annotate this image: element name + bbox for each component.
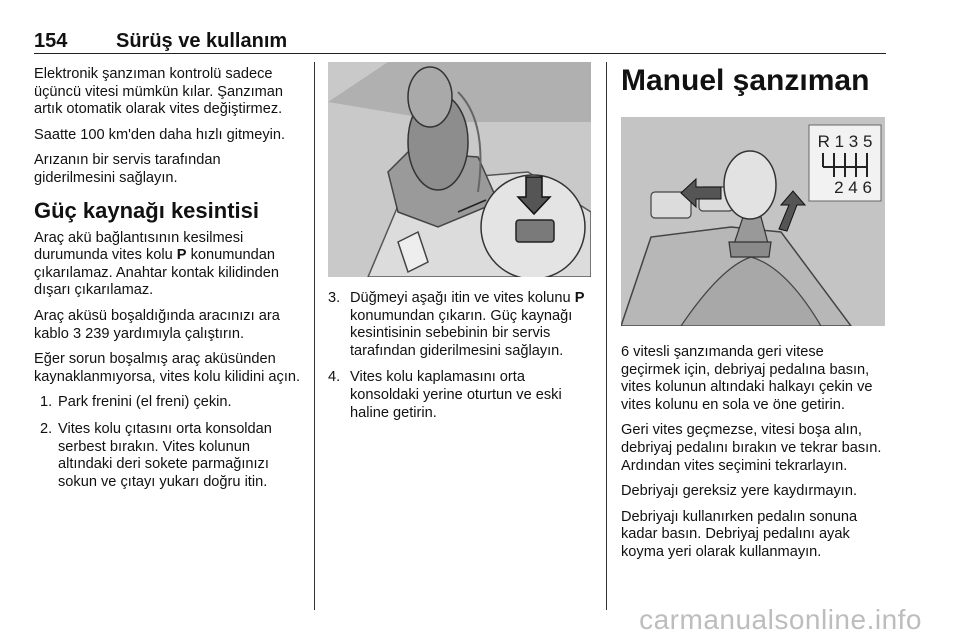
paragraph: Debriyajı kullanırken pedalın sonuna kadar basın. Debriyaj pedalını ayak koyma yeri olarak kullanmayın. (621, 508, 858, 560)
paragraph: Saatte 100 km'den daha hızlı gitmeyin. (34, 126, 286, 143)
paragraph: Arızanın bir servis tarafından giderilmesini sağlayın. (34, 152, 221, 186)
paragraph: Araç akü bağlantısının kesilmesi durumunda vites kolu P konumundan çıkarılamaz. Anahtar kontak kilidinden dışarı çıkarılamaz. (34, 229, 279, 299)
column-divider-1 (314, 62, 315, 610)
paragraph: Elektronik şanzıman kontrolü sadece üçüncü vitesi mümkün kılar. Şanzıman artık otomatik olarak vites değiştirmez. (34, 66, 284, 118)
gear-pattern-top: R 1 3 5 (817, 132, 873, 151)
manual-gear-shift-illustration (621, 117, 885, 326)
list-item: 3. Düğmeyi aşağı itin ve vites kolunu P konumundan çıkarın. Güç kaynağı kesintisinin sebebinin bir servis tarafından giderilmesini sağlayın. (328, 290, 585, 359)
paragraph: Debriyajı gereksiz yere kaydırmayın. (621, 483, 858, 500)
gear-lever-unlock-illustration (328, 62, 591, 277)
list-item: 1. Park frenini (el freni) çekin. (40, 394, 232, 411)
section-heading: Manuel şanzıman (621, 64, 870, 97)
page-number: 154 (34, 30, 68, 52)
list-item: 4. Vites kolu kaplamasını orta konsoldaki yerine oturtun ve eski haline getirin. (328, 369, 562, 421)
column-3 (621, 344, 887, 570)
paragraph: 6 vitesli şanzımanda geri vitese geçirmek için, debriyaj pedalına basın, vites kolunun altındaki halkayı çekin ve vites kolunu en sola ve öne getirin. (621, 344, 873, 413)
column-2 (328, 290, 594, 431)
page-ref: 3 239 yardımıyla çalıştırın. (72, 325, 245, 342)
page-header (34, 30, 886, 54)
column-1 (34, 66, 302, 500)
watermark: carmanualsonline.info (639, 604, 922, 635)
section-title: Sürüş ve kullanım (116, 30, 288, 52)
paragraph: Araç aküsü boşaldığında aracınızı ara kablo 3 239 yardımıyla çalıştırın. (34, 307, 280, 342)
gear-pattern-bottom: 2 4 6 (834, 178, 872, 197)
steps-list (328, 290, 594, 422)
column-divider-2 (606, 62, 607, 610)
section-heading: Güç kaynağı kesintisi (34, 197, 259, 223)
paragraph: Geri vites geçmezse, vitesi boşa alın, debriyaj pedalını bırakın ve tekrar basın. Ardından vites seçimini tekrarlayın. (621, 422, 882, 474)
list-item: 2. Vites kolu çıtasını orta konsoldan serbest bırakın. Vites kolunun altındaki deri sokete parmağınızı sokun ve çıtayı yukarı doğru itin. (40, 420, 272, 490)
steps-list (34, 394, 302, 491)
paragraph: Eğer sorun boşalmış araç aküsünden kaynaklanmıyorsa, vites kolu kilidini açın. (34, 351, 301, 385)
header-rule (34, 53, 886, 54)
